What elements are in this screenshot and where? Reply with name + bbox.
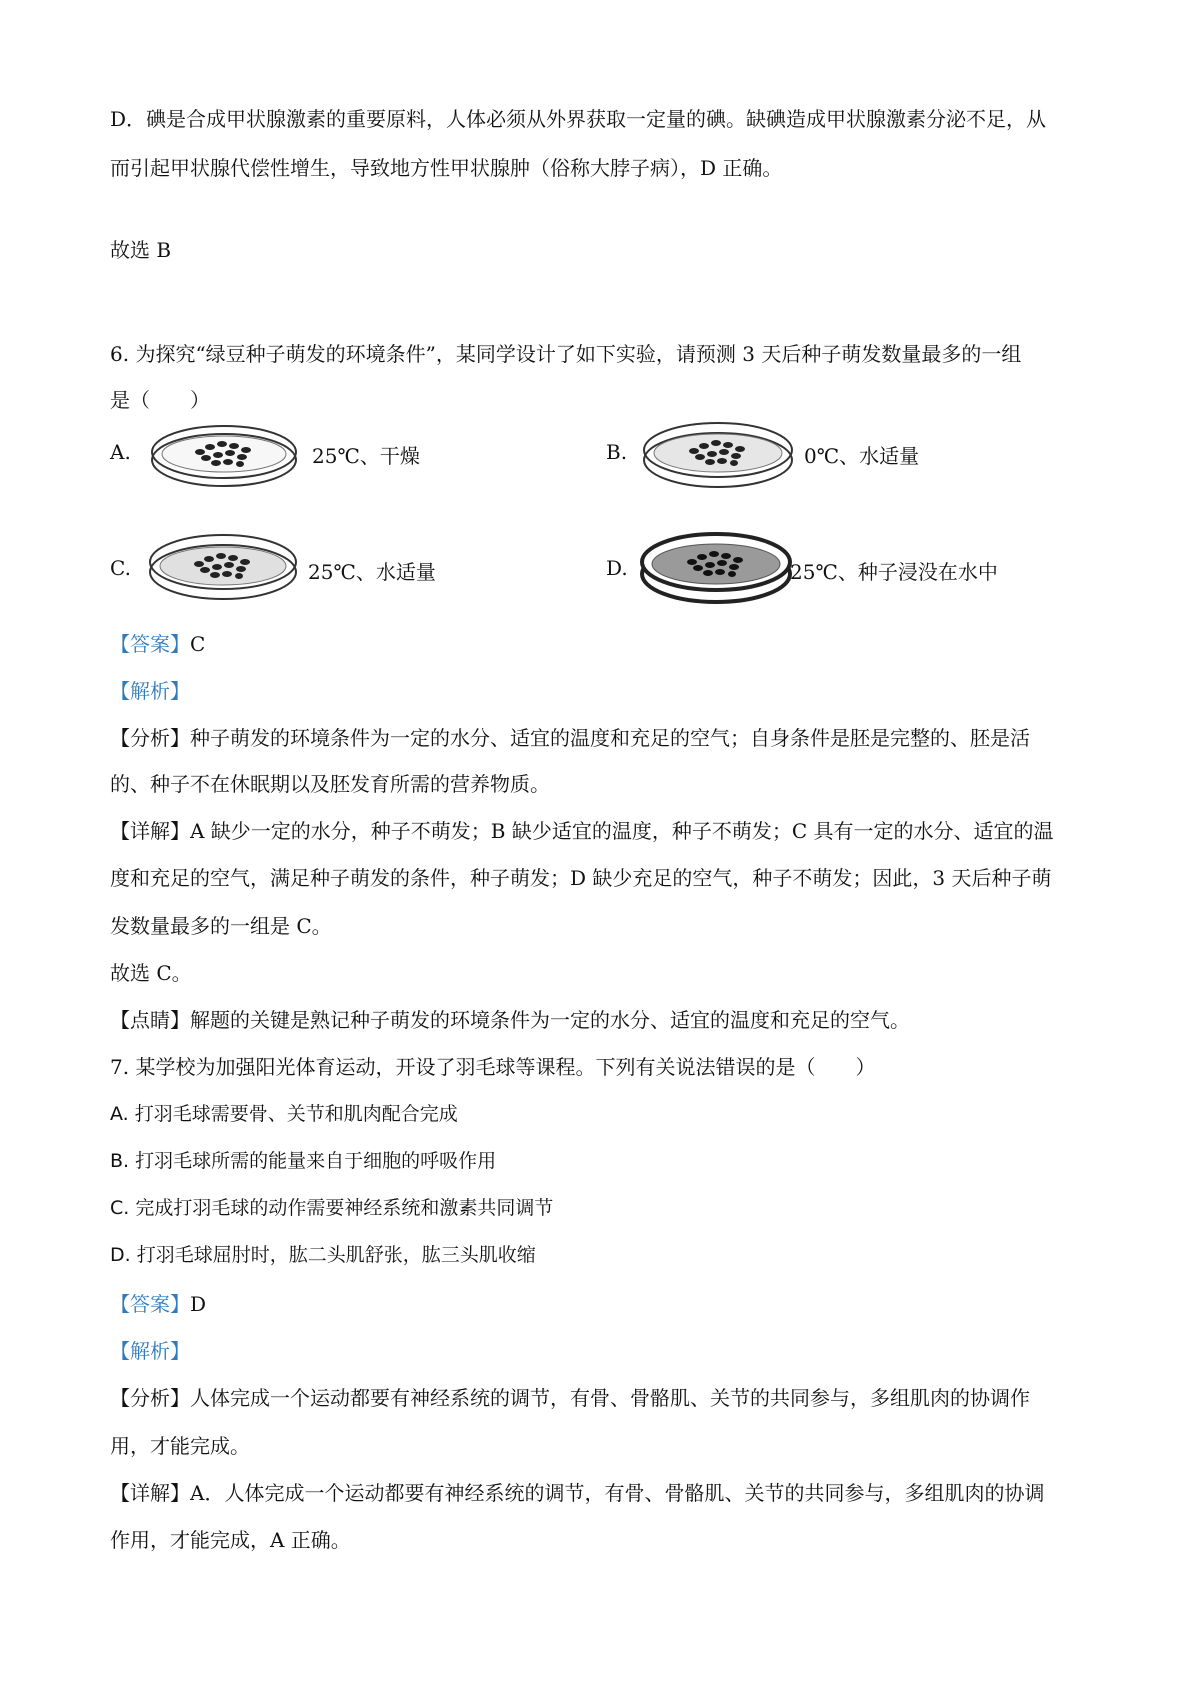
option-line: A. 打羽毛球需要骨、关节和肌肉配合完成	[110, 1103, 458, 1125]
analysis-tag: 【解析】	[110, 679, 190, 703]
option-line: C. 完成打羽毛球的动作需要神经系统和激素共同调节	[110, 1197, 554, 1219]
fenxi-tag: 【分析】	[110, 726, 190, 750]
text-line: 的、种子不在休眠期以及胚发育所需的营养物质。	[110, 772, 550, 796]
text-span: A 缺少一定的水分，种子不萌发；B 缺少适宜的温度，种子不萌发；C 具有一定的水分、适宜的温	[190, 819, 1054, 843]
text-line	[110, 1004, 910, 1033]
text-span: 种子萌发的环境条件为一定的水分、适宜的温度和充足的空气；自身条件是胚是完整的、胚是活	[190, 726, 1030, 750]
text-line: 用，才能完成。	[110, 1434, 250, 1458]
petri-dish-cold-icon	[640, 420, 796, 492]
detail-tag: 【详解】	[110, 1481, 190, 1505]
answer-value: D	[190, 1292, 207, 1316]
answer-value: C	[190, 632, 206, 656]
option-b-letter: B.	[606, 440, 628, 464]
petri-dish-water-icon	[146, 532, 300, 604]
option-a-letter: A.	[110, 440, 131, 464]
text-line	[110, 1477, 1044, 1506]
option-d-condition: 25℃、种子浸没在水中	[790, 560, 998, 584]
option-line: B. 打羽毛球所需的能量来自于细胞的呼吸作用	[110, 1150, 497, 1172]
text-line	[110, 815, 1054, 844]
option-line: D. 打羽毛球屈肘时，肱二头肌舒张，肱三头肌收缩	[110, 1244, 536, 1266]
text-line: 是（ ）	[110, 388, 210, 412]
question-7-stem: 7. 某学校为加强阳光体育运动，开设了羽毛球等课程。下列有关说法错误的是（ ）	[110, 1055, 876, 1079]
question-6-stem: 6. 为探究“绿豆种子萌发的环境条件”，某同学设计了如下实验，请预测 3 天后种子萌发数量最多的一组	[110, 342, 1022, 366]
text-line: 发数量最多的一组是 C。	[110, 914, 332, 938]
answer-line	[110, 628, 205, 657]
fenxi-tag: 【分析】	[110, 1386, 190, 1410]
petri-dish-dry-icon	[148, 422, 300, 490]
option-a-condition: 25℃、干燥	[312, 444, 420, 468]
detail-tag: 【详解】	[110, 819, 190, 843]
text-line	[110, 722, 1030, 751]
answer-tag: 【答案】	[110, 632, 190, 656]
text-line: D．碘是合成甲状腺激素的重要原料，人体必须从外界获取一定量的碘。缺碘造成甲状腺激素分泌不足，从	[110, 107, 1047, 131]
option-c-condition: 25℃、水适量	[308, 560, 436, 584]
petri-dish-submerged-icon	[638, 530, 794, 606]
option-b-condition: 0℃、水适量	[804, 444, 920, 468]
answer-tag: 【答案】	[110, 1292, 190, 1316]
text-span: 人体完成一个运动都要有神经系统的调节，有骨、骨骼肌、关节的共同参与，多组肌肉的协调作	[190, 1386, 1030, 1410]
option-d-letter: D.	[606, 556, 628, 580]
text-line: 作用，才能完成，A 正确。	[110, 1528, 351, 1552]
analysis-tag: 【解析】	[110, 1339, 190, 1363]
answer-line	[110, 1288, 206, 1317]
text-line: 故选 B	[110, 238, 172, 262]
text-line: 度和充足的空气，满足种子萌发的条件，种子萌发；D 缺少充足的空气，种子不萌发；因此，3 天后种子萌	[110, 866, 1052, 890]
text-span: A．人体完成一个运动都要有神经系统的调节，有骨、骨骼肌、关节的共同参与，多组肌肉的协调	[190, 1481, 1045, 1505]
text-line: 故选 C。	[110, 961, 192, 985]
text-line: 而引起甲状腺代偿性增生，导致地方性甲状腺肿（俗称大脖子病），D 正确。	[110, 156, 783, 180]
text-line	[110, 1382, 1030, 1411]
dianjing-tag: 【点睛】	[110, 1008, 190, 1032]
option-c-letter: C.	[110, 556, 131, 580]
text-span: 解题的关键是熟记种子萌发的环境条件为一定的水分、适宜的温度和充足的空气。	[190, 1008, 910, 1032]
